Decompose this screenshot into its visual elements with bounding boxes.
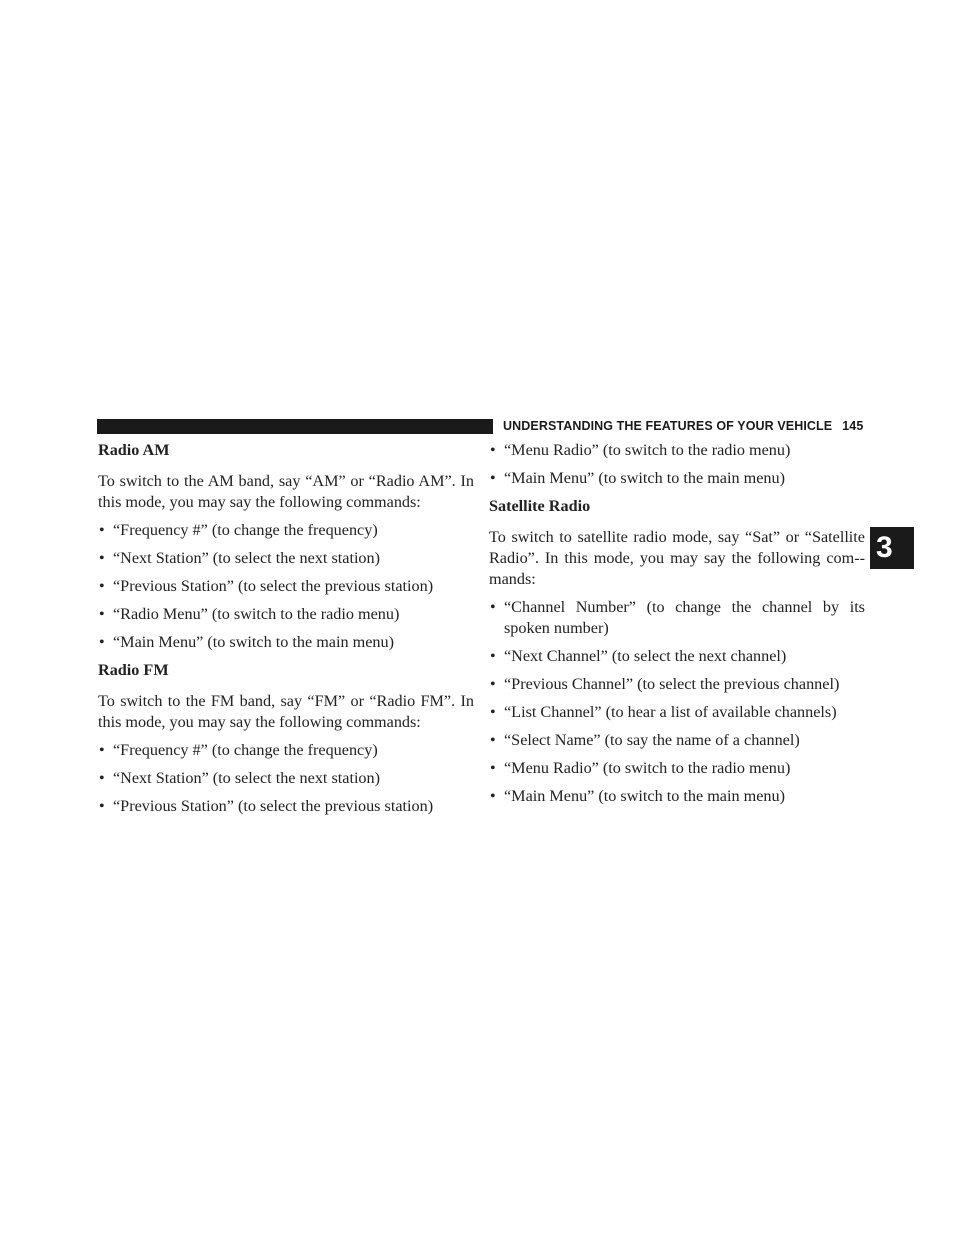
list-item: • “Main Menu” (to switch to the main menu) — [490, 469, 785, 487]
list-item: • “Next Channel” (to select the next channel) — [490, 647, 787, 665]
section-heading-radio-am: Radio AM — [98, 441, 170, 459]
bullet-icon: • — [99, 770, 105, 787]
chapter-tab: 3 — [870, 527, 914, 569]
bullet-icon: • — [99, 550, 105, 567]
list-item: • “Radio Menu” (to switch to the radio menu) — [99, 605, 400, 623]
radio-fm-command-list — [98, 740, 474, 817]
list-item: • “Select Name” (to say the name of a channel) — [490, 731, 800, 749]
header-title: UNDERSTANDING THE FEATURES OF YOUR VEHICLE — [503, 419, 833, 433]
radio-fm-intro: To switch to the FM band, say “FM” or “Radio FM”. In this mode, you may say the following commands: — [98, 692, 474, 731]
section-heading-radio-fm: Radio FM — [98, 661, 169, 679]
list-item: • “Menu Radio” (to switch to the radio menu) — [490, 759, 791, 777]
page-number: 145 — [842, 419, 864, 433]
bullet-icon: • — [490, 676, 496, 693]
bullet-icon: • — [99, 798, 105, 815]
satellite-radio-command-list — [489, 597, 865, 807]
bullet-icon: • — [490, 732, 496, 749]
radio-fm-command-list-continued — [489, 440, 865, 489]
list-item: • “Previous Station” (to select the previous station) — [99, 797, 434, 815]
satellite-radio-intro: To switch to satellite radio mode, say “Sat” or “Satellite Radio”. In this mode, you may say the following com-mands: — [489, 528, 865, 588]
running-header — [503, 418, 863, 435]
bullet-icon: • — [490, 788, 496, 805]
bullet-icon: • — [490, 442, 496, 459]
list-item: • “Frequency #” (to change the frequency) — [99, 741, 378, 759]
bullet-icon: • — [99, 606, 105, 623]
list-item: • “Frequency #” (to change the frequency) — [99, 521, 378, 539]
bullet-icon: • — [490, 470, 496, 487]
list-item: • “List Channel” (to hear a list of available channels) — [490, 703, 837, 721]
right-column — [489, 440, 865, 814]
bullet-icon: • — [490, 760, 496, 777]
list-item: • “Menu Radio” (to switch to the radio menu) — [490, 441, 791, 459]
radio-am-command-list — [98, 520, 474, 653]
list-item: • “Previous Channel” (to select the previous channel) — [490, 675, 840, 693]
bullet-icon: • — [99, 522, 105, 539]
radio-am-intro: To switch to the AM band, say “AM” or “Radio AM”. In this mode, you may say the following commands: — [98, 472, 474, 511]
list-item: • “Next Station” (to select the next station) — [99, 549, 381, 567]
list-item: • “Main Menu” (to switch to the main menu) — [490, 787, 785, 805]
list-item: • “Main Menu” (to switch to the main menu) — [99, 633, 394, 651]
header-rule — [97, 419, 493, 434]
bullet-icon: • — [490, 704, 496, 721]
list-item: • “Channel Number” (to change the channel by its spoken number) — [490, 598, 865, 637]
bullet-icon: • — [99, 742, 105, 759]
bullet-icon: • — [99, 578, 105, 595]
bullet-icon: • — [490, 599, 496, 616]
list-item: • “Next Station” (to select the next station) — [99, 769, 381, 787]
list-item: • “Previous Station” (to select the previous station) — [99, 577, 434, 595]
section-heading-satellite-radio: Satellite Radio — [489, 497, 591, 515]
bullet-icon: • — [490, 648, 496, 665]
bullet-icon: • — [99, 634, 105, 651]
left-column — [98, 440, 474, 824]
